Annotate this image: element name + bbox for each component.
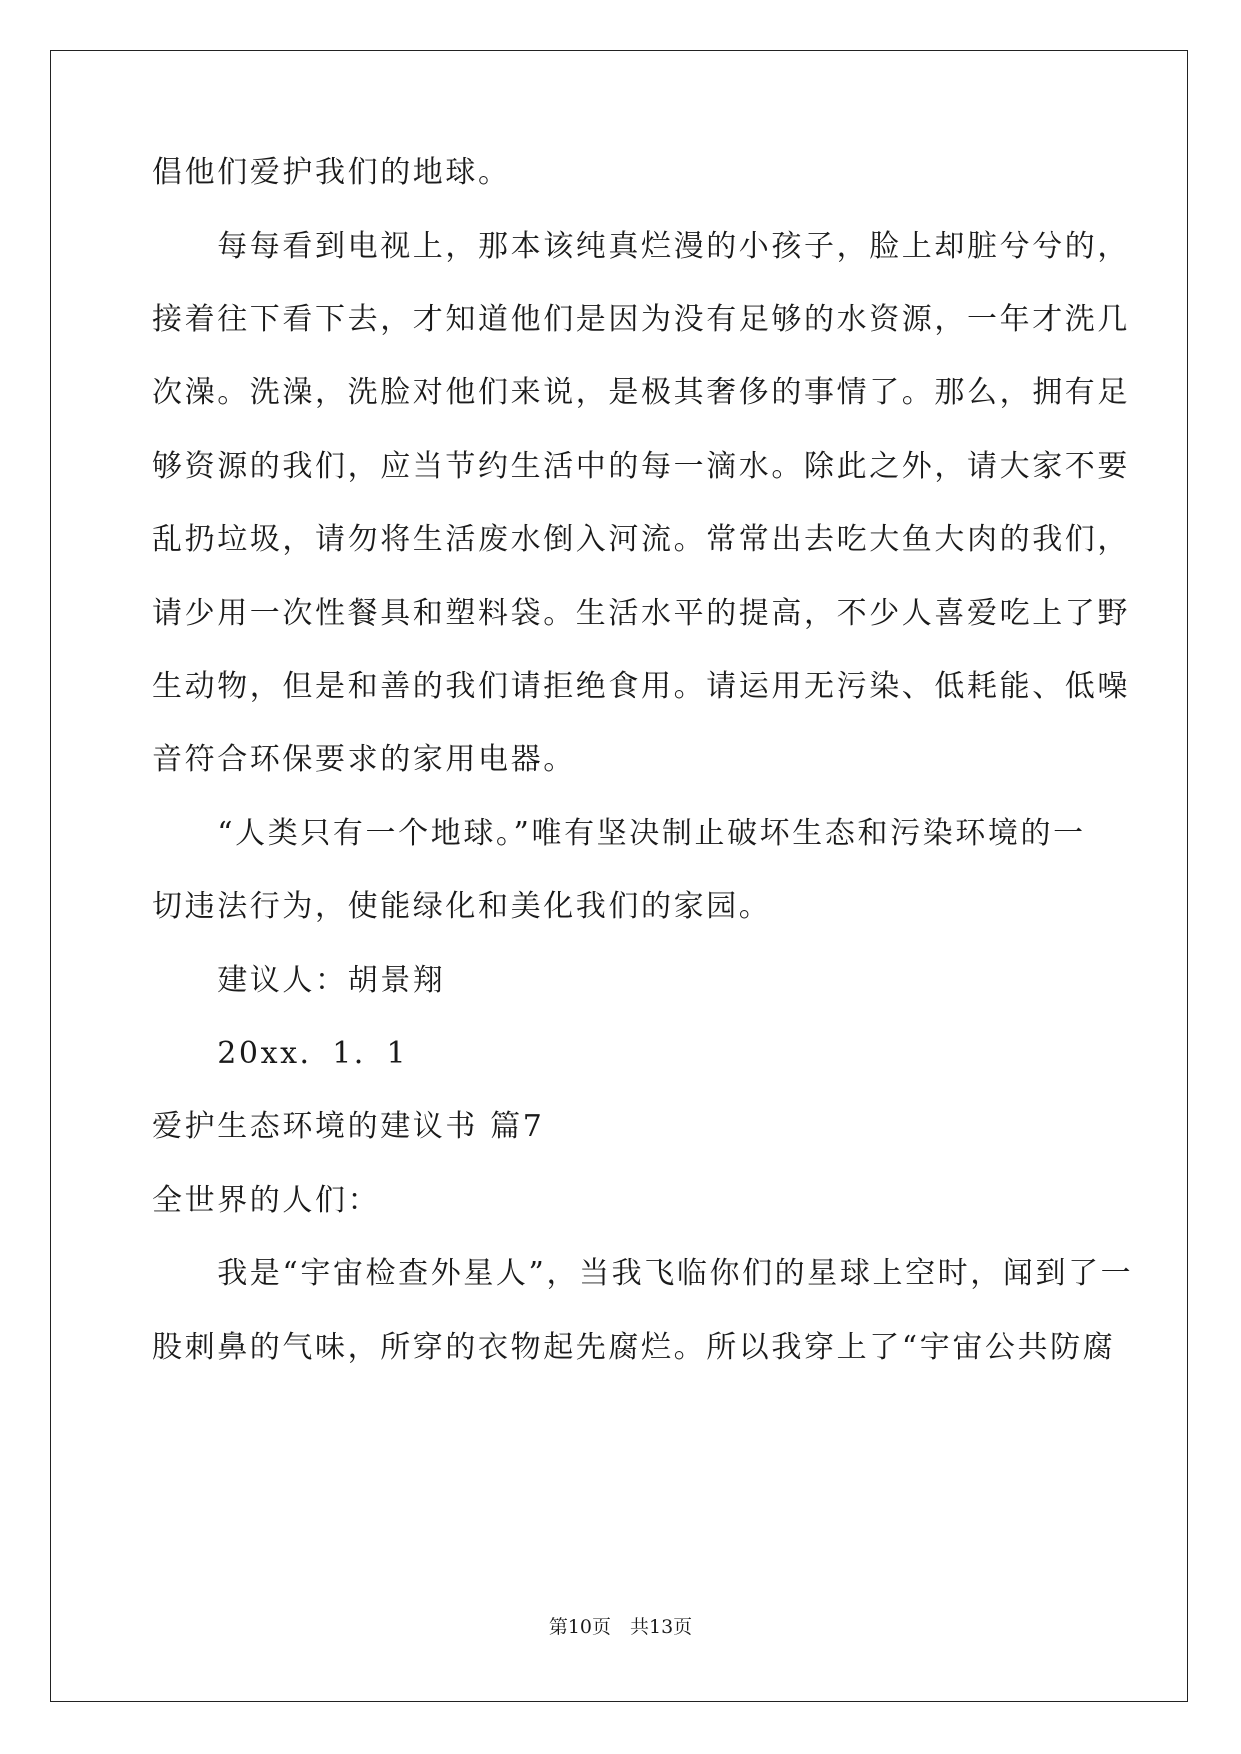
text-line: 够资源的我们，应当节约生活中的每一滴水。除此之外，请大家不要 <box>152 449 1130 484</box>
text-line: 切违法行为，使能绿化和美化我们的家园。 <box>152 889 772 924</box>
text-line: 20xx．1．1 <box>152 1036 409 1071</box>
text-line: 生动物，但是和善的我们请拒绝食用。请运用无污染、低耗能、低噪 <box>152 669 1130 704</box>
salutation: 全世界的人们： <box>152 1183 381 1218</box>
text-line: 音符合环保要求的家用电器。 <box>152 742 576 777</box>
text-line: 次澡。洗澡，洗脸对他们来说，是极其奢侈的事情了。那么，拥有足 <box>152 375 1130 410</box>
text-line: 接着往下看下去，才知道他们是因为没有足够的水资源，一年才洗几 <box>152 302 1130 337</box>
text-line: 倡他们爱护我们的地球。 <box>152 155 511 190</box>
text-line: 每每看到电视上，那本该纯真烂漫的小孩子，脸上却脏兮兮的， <box>152 229 1130 264</box>
text-line: 建议人：胡景翔 <box>152 963 446 998</box>
page-border <box>50 50 1188 1702</box>
text-line: “人类只有一个地球。”唯有坚决制止破坏生态和污染环境的一 <box>152 816 1086 851</box>
text-line: 股刺鼻的气味，所穿的衣物起先腐烂。所以我穿上了“宇宙公共防腐 <box>152 1330 1116 1365</box>
text-line: 我是“宇宙检查外星人”，当我飞临你们的星球上空时，闻到了一 <box>152 1256 1134 1291</box>
text-line: 乱扔垃圾，请勿将生活废水倒入河流。常常出去吃大鱼大肉的我们， <box>152 522 1130 557</box>
text-line: 请少用一次性餐具和塑料袋。生活水平的提高，不少人喜爱吃上了野 <box>152 596 1130 631</box>
page-number: 第10页 共13页 <box>548 1616 693 1638</box>
section-heading: 爱护生态环境的建议书 篇7 <box>152 1109 545 1144</box>
